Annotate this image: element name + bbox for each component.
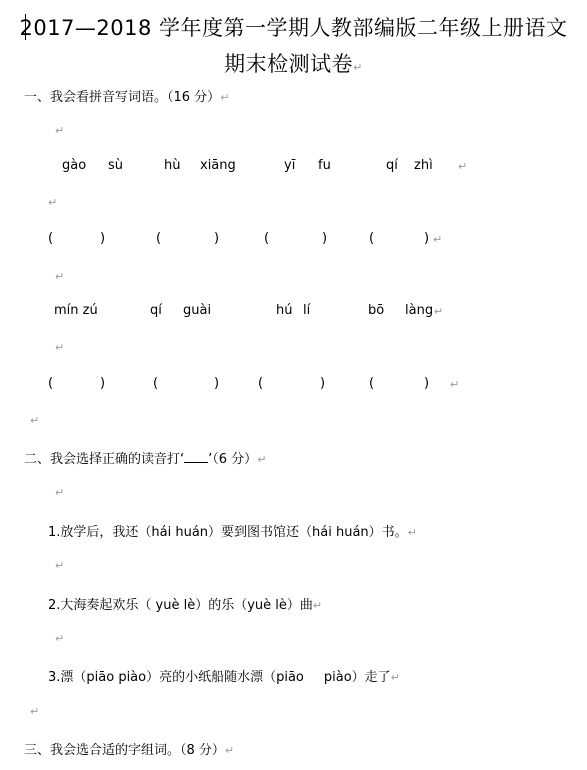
answer-paren-close: ) xyxy=(214,231,220,246)
answer-paren-close: ) xyxy=(100,376,106,391)
pinyin-syllable: gào xyxy=(62,158,87,173)
question-2-3-text: 3.漂（piāo piào）亮的小纸船随水漂（piāo xyxy=(48,670,304,685)
paragraph-mark-icon: ↵ xyxy=(433,233,443,246)
document-title-text: 期末检测试卷 xyxy=(224,52,354,76)
pinyin-syllable: hú xyxy=(276,303,293,318)
section-2-heading-score: ’（6 分） xyxy=(208,452,258,467)
document-title-line-2 xyxy=(0,48,587,78)
paragraph-mark-icon: ↵ xyxy=(458,160,468,173)
pinyin-syllable: mín zú xyxy=(54,303,98,318)
answer-paren-open: ( xyxy=(156,231,162,246)
pinyin-syllable: làng xyxy=(405,303,434,318)
pinyin-syllable: lí xyxy=(303,303,311,318)
pinyin-syllable: yī xyxy=(284,158,296,173)
section-2-heading xyxy=(24,448,266,467)
pinyin-syllable: xiāng xyxy=(200,158,236,173)
answer-paren-open: ( xyxy=(369,376,375,391)
question-2-3-text-end: piào）走了 xyxy=(323,670,391,685)
paragraph-mark-icon: ↵ xyxy=(55,124,65,137)
paragraph-mark-icon: ↵ xyxy=(390,671,400,684)
pinyin-syllable: fu xyxy=(318,158,331,173)
pinyin-syllable: zhì xyxy=(414,158,433,173)
paragraph-mark-icon: ↵ xyxy=(55,486,65,499)
answer-blank xyxy=(184,450,208,463)
paragraph-mark-icon: ↵ xyxy=(48,196,58,209)
pinyin-syllable: qí xyxy=(386,158,398,173)
paragraph-mark-icon: ↵ xyxy=(55,341,65,354)
paragraph-mark-icon: ↵ xyxy=(30,705,40,718)
answer-paren-open: ( xyxy=(48,376,54,391)
pinyin-syllable: bō xyxy=(368,303,385,318)
answer-paren-open: ( xyxy=(48,231,54,246)
answer-paren-open: ( xyxy=(153,376,159,391)
paragraph-mark-icon: ↵ xyxy=(434,305,444,318)
answer-paren-close: ) xyxy=(424,231,430,246)
pinyin-syllable: guài xyxy=(183,303,212,318)
section-3-heading-text: 三、我会选合适的字组词。（8 分） xyxy=(24,743,225,758)
answer-paren-open: ( xyxy=(264,231,270,246)
paragraph-mark-icon: ↵ xyxy=(450,378,460,391)
document-title-line-1: 2017—2018 学年度第一学期人教部编版二年级上册语文 xyxy=(19,16,568,40)
paragraph-mark-icon: ↵ xyxy=(30,414,40,427)
paragraph-mark-icon: ↵ xyxy=(407,526,417,539)
answer-paren-close: ) xyxy=(320,376,326,391)
paragraph-mark-icon: ↵ xyxy=(257,453,267,466)
pinyin-syllable: qí xyxy=(150,303,162,318)
paragraph-mark-icon: ↵ xyxy=(55,632,65,645)
question-2-1-text: 1.放学后，我还（hái huán）要到图书馆还（hái huán）书。 xyxy=(48,525,408,540)
answer-paren-open: ( xyxy=(369,231,375,246)
answer-paren-open: ( xyxy=(258,376,264,391)
paragraph-mark-icon: ↵ xyxy=(353,61,363,74)
paragraph-mark-icon: ↵ xyxy=(55,559,65,572)
answer-paren-close: ) xyxy=(100,231,106,246)
pinyin-syllable: hù xyxy=(164,158,181,173)
pinyin-syllable: sù xyxy=(108,158,124,173)
answer-paren-close: ) xyxy=(424,376,430,391)
section-2-heading-text: 二、我会选择正确的读音打‘ xyxy=(24,452,185,467)
question-2-1 xyxy=(48,521,417,540)
question-2-2-text: 2.大海奏起欢乐（ yuè lè）的乐（yuè lè）曲 xyxy=(48,598,313,613)
section-1-heading xyxy=(24,86,229,105)
answer-paren-close: ) xyxy=(322,231,328,246)
paragraph-mark-icon: ↵ xyxy=(55,270,65,283)
paragraph-mark-icon: ↵ xyxy=(312,599,323,612)
paragraph-mark-icon: ↵ xyxy=(224,744,235,757)
paragraph-mark-icon: ↵ xyxy=(220,91,230,104)
section-1-heading-text: 一、我会看拼音写词语。（16 分） xyxy=(24,90,221,105)
question-2-3 xyxy=(48,666,400,685)
question-2-2 xyxy=(48,594,322,613)
section-3-heading xyxy=(24,739,234,758)
answer-paren-close: ) xyxy=(214,376,220,391)
